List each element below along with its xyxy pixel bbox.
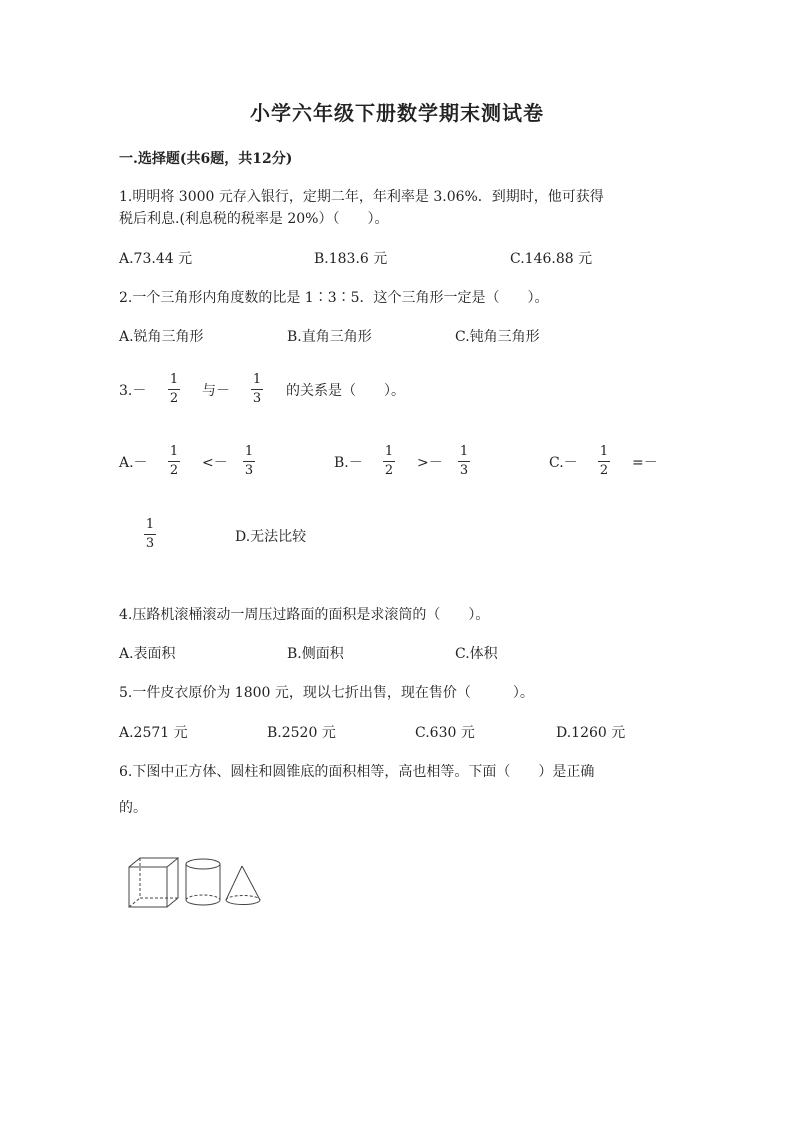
question-3-prefix: 3.－ <box>119 383 147 399</box>
fraction-numerator: 1 <box>384 444 394 459</box>
fraction-numerator: 1 <box>244 444 254 459</box>
question-3-option-c[interactable]: C.－ <box>549 455 578 471</box>
fraction-numerator: 1 <box>169 372 179 387</box>
fraction-one-third <box>456 445 472 478</box>
cylinder-icon <box>186 859 220 905</box>
question-5-option-b[interactable]: B.2520 元 <box>267 725 336 741</box>
fraction-bar <box>598 461 610 462</box>
question-1-line-2: 税后利息.(利息税的税率是 20%）（ ）。 <box>119 211 389 227</box>
question-2-option-b[interactable]: B.直角三角形 <box>287 329 372 345</box>
fraction-denominator: 2 <box>599 463 609 478</box>
page-title: 小学六年级下册数学期末测试卷 <box>250 101 544 125</box>
fraction-one-half <box>381 445 397 478</box>
fraction-one-half <box>166 445 182 478</box>
question-5-option-d[interactable]: D.1260 元 <box>556 725 626 741</box>
solids-figure <box>127 855 267 919</box>
question-3-option-a[interactable]: A.－ <box>119 455 148 471</box>
fraction-denominator: 2 <box>169 463 179 478</box>
fraction-numerator: 1 <box>599 444 609 459</box>
fraction-bar <box>251 389 263 390</box>
fraction-one-third <box>249 373 265 406</box>
question-3-suffix: 的关系是（ ）。 <box>286 383 405 399</box>
fraction-numerator: 1 <box>169 444 179 459</box>
question-5-text: 5.一件皮衣原价为 1800 元，现以七折出售，现在售价（ ）。 <box>119 685 534 701</box>
comparison-operator: >－ <box>417 455 443 471</box>
fraction-bar <box>168 389 180 390</box>
fraction-one-third <box>142 518 158 551</box>
fraction-denominator: 3 <box>244 463 254 478</box>
question-5-option-a[interactable]: A.2571 元 <box>119 725 188 741</box>
fraction-numerator: 1 <box>145 517 155 532</box>
cone-icon <box>226 866 260 905</box>
question-6-line-2: 的。 <box>119 800 147 816</box>
question-4-text: 4.压路机滚桶滚动一周压过路面的面积是求滚筒的（ ）。 <box>119 607 490 623</box>
question-5-option-c[interactable]: C.630 元 <box>415 725 475 741</box>
fraction-one-half <box>166 373 182 406</box>
question-3-mid: 与－ <box>202 383 230 399</box>
question-1-line-1: 1.明明将 3000 元存入银行，定期二年，年利率是 3.06%．到期时，他可获得 <box>119 189 604 205</box>
question-3-option-d[interactable]: D.无法比较 <box>235 529 307 545</box>
question-1-option-c[interactable]: C.146.88 元 <box>510 251 593 267</box>
cube-icon <box>129 858 178 907</box>
question-2-option-a[interactable]: A.锐角三角形 <box>119 329 204 345</box>
question-1-option-a[interactable]: A.73.44 元 <box>119 251 193 267</box>
question-2-text: 2.一个三角形内角度数的比是 1∶3∶5．这个三角形一定是（ ）。 <box>119 290 549 306</box>
question-2-option-c[interactable]: C.钝角三角形 <box>455 329 540 345</box>
fraction-denominator: 2 <box>169 391 179 406</box>
question-4-option-a[interactable]: A.表面积 <box>119 646 176 662</box>
comparison-operator: =－ <box>632 455 658 471</box>
fraction-bar <box>243 461 255 462</box>
fraction-denominator: 2 <box>384 463 394 478</box>
fraction-one-half <box>596 445 612 478</box>
question-4-option-c[interactable]: C.体积 <box>455 646 498 662</box>
fraction-denominator: 3 <box>145 536 155 551</box>
fraction-denominator: 3 <box>459 463 469 478</box>
question-6-line-1: 6.下图中正方体、圆柱和圆锥底的面积相等，高也相等。下面（ ）是正确 <box>119 764 595 780</box>
fraction-bar <box>383 461 395 462</box>
fraction-bar <box>144 534 156 535</box>
fraction-bar <box>168 461 180 462</box>
fraction-denominator: 3 <box>252 391 262 406</box>
fraction-numerator: 1 <box>252 372 262 387</box>
fraction-one-third <box>241 445 257 478</box>
question-3-option-b[interactable]: B.－ <box>334 455 363 471</box>
section-heading: 一.选择题(共6题，共12分) <box>119 151 293 167</box>
question-1-option-b[interactable]: B.183.6 元 <box>314 251 388 267</box>
comparison-operator: <－ <box>202 455 228 471</box>
question-4-option-b[interactable]: B.侧面积 <box>287 646 344 662</box>
fraction-numerator: 1 <box>459 444 469 459</box>
fraction-bar <box>458 461 470 462</box>
